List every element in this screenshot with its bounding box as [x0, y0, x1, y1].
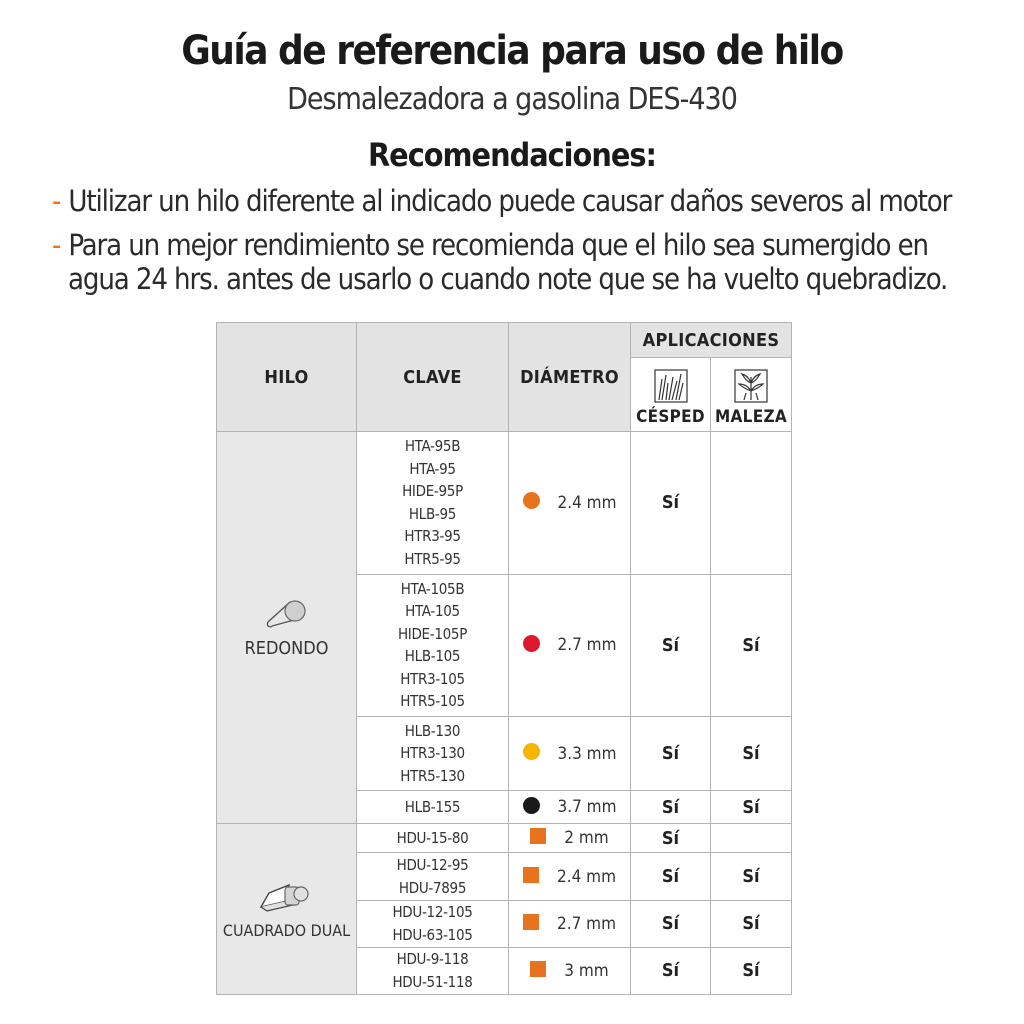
hilo-type-cell [217, 824, 357, 995]
clave-code: HTA-95B [404, 437, 461, 456]
color-square-icon [530, 961, 546, 977]
clave-code: HTA-105B [400, 579, 465, 598]
clave-code: HDU-51-118 [392, 972, 473, 991]
maleza-label: MALEZA [715, 406, 787, 427]
maleza-cell: Sí [711, 574, 792, 717]
diametro-value: 2.4 mm [557, 492, 617, 513]
clave-code: HDU-12-105 [392, 903, 473, 922]
recommendation-2-text-a: Para un mejor rendimiento se recomienda que el hilo sea sumergido en [68, 228, 928, 262]
maleza-cell: Sí [711, 947, 792, 994]
diametro-cell [509, 574, 631, 717]
page-subtitle: Desmalezadora a gasolina DES-430 [287, 82, 737, 117]
clave-code: HIDE-105P [397, 624, 468, 643]
recommendation-2-text-b: agua 24 hrs. antes de usarlo o cuando note que se ha vuelto quebradizo. [68, 262, 948, 296]
clave-code: HTR3-95 [404, 527, 461, 546]
clave-code: HTR5-130 [400, 766, 465, 785]
bullet-dash: - [52, 228, 61, 262]
header-hilo: HILO [217, 323, 357, 432]
header-aplicaciones: APLICACIONES [631, 323, 792, 358]
clave-code: HTR3-130 [400, 744, 465, 763]
clave-cell [357, 947, 509, 994]
diametro-cell [509, 947, 631, 994]
clave-code: HTR5-95 [404, 549, 461, 568]
diametro-value: 3.7 mm [557, 797, 617, 818]
color-dot-icon [523, 743, 540, 760]
table-row [217, 432, 792, 575]
clave-code: HTA-95 [409, 459, 456, 478]
hilo-type-cell [217, 432, 357, 824]
color-square-icon [523, 867, 539, 883]
clave-code: HLB-105 [404, 647, 461, 666]
cesped-cell: Sí [631, 853, 711, 900]
clave-code: HTA-105 [405, 602, 460, 621]
diametro-value: 2.7 mm [557, 635, 617, 656]
header-maleza [711, 358, 792, 432]
maleza-cell: Sí [711, 853, 792, 900]
color-dot-icon [523, 492, 540, 509]
clave-code: HDU-15-80 [396, 829, 469, 848]
cesped-cell: Sí [631, 791, 711, 824]
clave-cell [357, 574, 509, 717]
diametro-cell [509, 717, 631, 791]
recommendation-2 [52, 228, 947, 296]
cesped-cell: Sí [631, 824, 711, 853]
hilo-type-label: REDONDO [244, 638, 329, 660]
weeds-icon [734, 369, 768, 403]
clave-code: HDU-9-118 [396, 950, 469, 969]
clave-code: HDU-7895 [398, 878, 467, 897]
bullet-dash: - [52, 184, 61, 218]
maleza-cell: Sí [711, 791, 792, 824]
cesped-cell: Sí [631, 432, 711, 575]
maleza-cell: Sí [711, 717, 792, 791]
header-cesped [631, 358, 711, 432]
page-title: Guía de referencia para uso de hilo [181, 28, 843, 74]
clave-cell [357, 900, 509, 947]
clave-code: HTR5-105 [400, 692, 465, 711]
cesped-cell: Sí [631, 717, 711, 791]
clave-code: HLB-155 [404, 798, 461, 817]
clave-cell [357, 717, 509, 791]
thread-reference-table [216, 322, 792, 995]
diametro-value: 3 mm [564, 960, 609, 981]
cesped-label: CÉSPED [636, 406, 705, 427]
clave-code: HDU-63-105 [392, 925, 473, 944]
grass-icon [654, 369, 688, 403]
diametro-cell [509, 791, 631, 824]
hilo-type-label: CUADRADO DUAL [222, 920, 351, 940]
round-line-icon [262, 596, 312, 630]
clave-code: HLB-95 [408, 504, 457, 523]
maleza-cell: Sí [711, 900, 792, 947]
recommendation-1-text: Utilizar un hilo diferente al indicado puede causar daños severos al motor [68, 184, 952, 218]
cesped-cell: Sí [631, 574, 711, 717]
recommendations-title: Recomendaciones: [368, 136, 656, 174]
diametro-cell [509, 824, 631, 853]
maleza-cell [711, 824, 792, 853]
cesped-cell: Sí [631, 900, 711, 947]
color-square-icon [523, 914, 539, 930]
diametro-cell [509, 432, 631, 575]
clave-code: HIDE-95P [402, 482, 463, 501]
clave-cell [357, 432, 509, 575]
diametro-cell [509, 853, 631, 900]
clave-code: HLB-130 [404, 721, 461, 740]
clave-code: HDU-12-95 [396, 856, 469, 875]
clave-code: HTR3-105 [400, 669, 465, 688]
header-clave: CLAVE [357, 323, 509, 432]
recommendation-1 [52, 184, 951, 218]
diametro-value: 2 mm [564, 828, 609, 849]
diametro-value: 2.7 mm [557, 913, 616, 934]
square-dual-line-icon [257, 879, 317, 913]
clave-cell [357, 824, 509, 853]
table-row [217, 824, 792, 853]
clave-cell [357, 791, 509, 824]
color-dot-icon [523, 635, 540, 652]
diametro-cell [509, 900, 631, 947]
maleza-cell [711, 432, 792, 575]
color-square-icon [530, 828, 546, 844]
clave-cell [357, 853, 509, 900]
header-diametro: DIÁMETRO [509, 323, 631, 432]
cesped-cell: Sí [631, 947, 711, 994]
color-dot-icon [523, 797, 540, 814]
diametro-value: 2.4 mm [557, 866, 616, 887]
diametro-value: 3.3 mm [557, 743, 617, 764]
